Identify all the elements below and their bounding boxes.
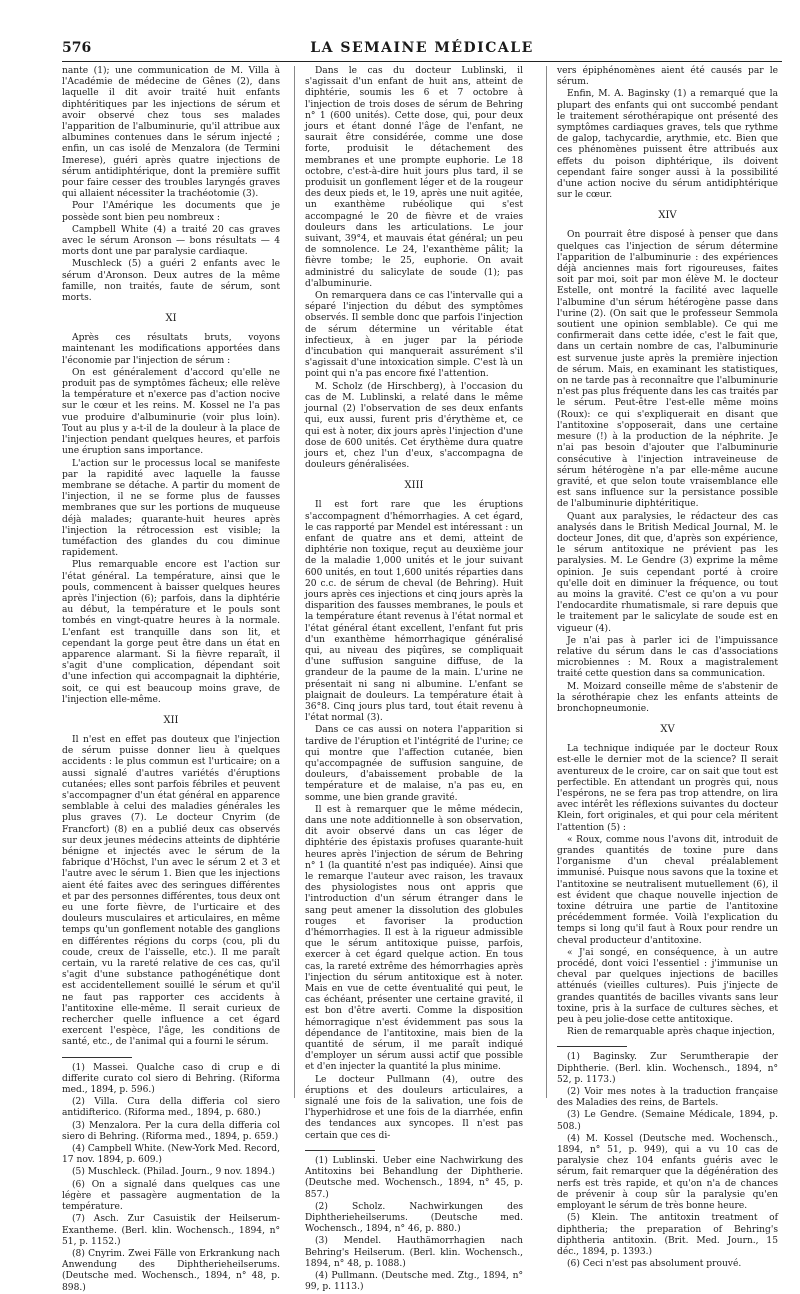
- paragraph: Dans ce cas aussi on notera l'apparition si tardive de l'éruption et l'intégrité de l'urine; ce qui montre que l'affection cutanée, bien qu'accompagnée de suffusion sanguine, de douleurs, d'abaissement probable de la température et de malaise, n'a pas eu, en somme, une bien grande gravité.: [305, 725, 523, 803]
- footnote: (4) Campbell White. (New-York Med. Record, 17 nov. 1894, p. 609.): [62, 1144, 280, 1166]
- paragraph: On est généralement d'accord qu'elle ne produit pas de symptômes fâcheux; elle relève la température et n'exerce pas d'action nocive sur le cœur et les reins. M. Kossel ne l'a pas vue produire d'albuminurie (voir plus loin). Tout au plus y a-t-il de la douleur à la place de l'injection pendant quelques heures, et parfois une éruption sans importance.: [62, 367, 280, 457]
- footnote: (1) Baginsky. Zur Serumtherapie der Diphtherie. (Berl. klin. Wochensch., 1894, n° 52, p. 1173.): [557, 1052, 778, 1085]
- paragraph: Dans le cas du docteur Lublinski, il s'agissait d'un enfant de huit ans, atteint de diphtérie, soumis les 6 et 7 octobre à l'injection de trois doses de sérum de Behring n° 1 (600 unités). Cette dose, qui, pour deux jours et étant donné l'âge de l'enfant, ne saurait être considérée, comme une dose forte, produisit le détachement des membranes et une prompte euphorie. Le 18 octobre, c'est-à-dire huit jours plus tard, il se produisit un gonflement léger et de la rougeur des deux pieds et, le 19, après une nuit agitée, un exanthème rubéolique qui s'est accompagné le 20 de fièvre et de vraies douleurs dans les articulations. Le jour suivant, 39°4, et mauvais état général; un peu de somnolence. Le 24, l'exanthème pâlit; la fièvre tombe; le 25, euphorie. On avait administré du salicylate de soude (1); pas d'albuminurie.: [305, 66, 523, 289]
- footnote: (1) Massei. Qualche caso di crup e di differite curato col siero di Behring. (Riforma med., 1894, p. 596.): [62, 1062, 280, 1096]
- column-3: [557, 66, 778, 1270]
- paragraph: Il est à remarquer que le même médecin, dans une note additionnelle à son observation, dit avoir observé dans un cas léger de diphtérie des épistaxis profuses quarante-huit heures après l'injection de sérum de Behring n° 1 (la quantité n'est pas indiquée). Ainsi que le remarque l'auteur avec raison, les travaux des physiologistes nous ont appris que l'introduction d'un sérum étranger dans le sang peut amener la dissolution des globules rouges et favoriser la production d'hémorrhagies. Il est à la rigueur admissible que le sérum antitoxique puisse, parfois, exercer à cet égard quelque action. En tous cas, la rareté extrême des hémorrhagies après l'injection du sérum antitoxique est à noter. Mais en vue de cette éventualité qui peut, le cas échéant, présenter une certaine gravité, il est bon d'être averti. Comme la disposition hémorragique n'est évidemment pas sous la dépendance de l'antitoxine, mais bien de la quantité de sérum, il me paraît indiqué d'employer un sérum aussi actif que possible et d'en injecter la quantité la plus minime.: [305, 804, 523, 1073]
- paragraph: On remarquera dans ce cas l'intervalle qui a séparé l'injection du début des symptômes observés. Il semble donc que parfois l'injection de sérum détermine un véritable état infectieux, à en juger par la période d'incubation qui manquerait assurément s'il s'agissait d'une intoxication simple. C'est là un point qui n'a pas encore fixé l'attention.: [305, 291, 523, 380]
- paragraph: M. Scholz (de Hirschberg), à l'occasion du cas de M. Lublinski, a relaté dans le même journal (2) l'observation de ses deux enfants qui, eux aussi, furent pris d'érythème et, ce qui est à noter, dix jours après l'injection d'une dose de 600 unités. Cet érythème dura quatre jours et, chez l'un d'eux, s'accompagna de douleurs généralisées.: [305, 381, 523, 471]
- section-heading: XI: [165, 313, 177, 325]
- paragraph: Je n'ai pas à parler ici de l'impuissance relative du sérum dans le cas d'associations microbiennes : M. Roux a magistralement traité cette question dans sa communication.: [557, 635, 778, 680]
- paragraph: M. Moizard conseille même de s'abstenir de la sérothérapie chez les enfants atteints de bronchopneumonie.: [557, 681, 778, 714]
- section-heading: XV: [660, 724, 675, 736]
- paragraph: « J'ai songé, en conséquence, à un autre procédé, dont voici l'essentiel : j'immunise un cheval par quelques injections de bacilles atténués (vieilles cultures). Puis j'injecte de grandes quantités de bacilles vivants sans leur toxine, pris à la surface de cultures sèches, et peu à peu jolie-dose cette antitoxique.: [557, 947, 778, 1026]
- paragraph: La technique indiquée par le docteur Roux est-elle le dernier mot de la science? Il serait aventureux de le croire, car on sait que tout est perfectible. En attendant un progrès qui, nous l'espérons, ne se fera pas trop attendre, on lira avec intérêt les réflexions suivantes du docteur Klein, fort originales, et qui pour cela méritent l'attention (5) :: [557, 744, 778, 833]
- paragraph: « Roux, comme nous l'avons dit, introduit de grandes quantités de toxine pure dans l'organisme d'un cheval préalablement immunisé. Puisque nous savons que la toxine et l'antitoxine se neutralisent mutuellement (6), il est évident que chaque nouvelle injection de toxine détruira une partie de l'antitoxine précédemment formée. Voilà l'explication du temps si long qu'il faut à Roux pour rendre un cheval producteur d'antitoxine.: [557, 834, 778, 946]
- section-heading: XIV: [658, 210, 677, 222]
- paragraph: Campbell White (4) a traité 20 cas graves avec le sérum Aronson — bons résultats — 4 morts dont une par paralysie cardiaque.: [62, 224, 280, 258]
- paragraph: L'action sur le processus local se manifeste par la rapidité avec laquelle la fausse membrane se détache. A partir du moment de l'injection, il ne se forme plus de fausses membranes que sur les portions de muqueuse déjà malades; quarante-huit heures après l'injection la rétrocession est visible; la tuméfaction des glandes du cou diminue rapidement.: [62, 458, 280, 559]
- footnote: (6) Ceci n'est pas absolument prouvé.: [567, 1259, 742, 1270]
- paragraph: On pourrait être disposé à penser que dans quelques cas l'injection de sérum détermine l'apparition de l'albuminurie : des expériences déjà anciennes mais fort rigoureuses, faites soit par moi, soit par mon élève M. le docteur Estelle, ont montré la facilité avec laquelle l'albumine d'un sérum hétérogène passe dans l'urine (2). (On sait que le professeur Semmola soutient une opinion semblable). Ce qui me confirmerait dans cette idée, c'est le fait que, dans un certain nombre de cas, l'albuminurie est survenue juste après la première injection de sérum. Mais, en examinant les statistiques, on ne tarde pas à reconnaître que l'albuminurie n'est pas plus fréquente dans les cas traités par le sérum. Peut-être l'est-elle même moins (Roux): ce qui s'expliquerait en disant que l'antitoxine s'opposerait, dans une certaine mesure (!) à la production de la néphrite. Je n'ai pas besoin d'ajouter que l'albuminurie consécutive à l'injection intraveineuse de sérum hétérogène n'a par elle-même aucune gravité, et que selon toute vraisemblance elle est sans influence sur la persistance possible de l'albuminurie diphtéritique.: [557, 230, 778, 510]
- page-number: 576: [62, 40, 92, 56]
- footnote: (4) M. Kossel (Deutsche med. Wochensch., 1894, n° 51, p. 949), qui a vu 10 cas de paralysie chez 104 enfants guéris avec le sérum, fait remarquer que la dégénération des nerfs est très rapide, et qu'on n'a de chances de prévenir à coup sûr la paralysie qu'en employant le sérum de très bonne heure.: [557, 1133, 778, 1212]
- column-1: [62, 66, 280, 1293]
- paragraph: Le docteur Pullmann (4), outre des éruptions et des douleurs articulaires, a signalé une fois de la salivation, une fois de l'hyperhidrose et une fois de la diarrhée, enfin des tendances aux syncopes. Il n'est pas certain que ces di-: [305, 1074, 523, 1141]
- paragraph: Pour l'Amérique les documents que je possède sont bien peu nombreux :: [62, 201, 280, 223]
- column-2: [305, 66, 523, 1293]
- footnote: (5) Muschleck. (Philad. Journ., 9 nov. 1894.): [72, 1167, 275, 1178]
- footnote: (7) Asch. Zur Casuistik der Heilserum-Exantheme. (Berl. klin. Wochensch., 1894, n° 51, p. 1152.): [62, 1214, 280, 1247]
- page-header: [62, 40, 782, 58]
- paragraph: Enfin, M. A. Baginsky (1) a remarqué que la plupart des enfants qui ont succombé pendant le traitement sérothérapique ont présenté des symptômes cardiaques graves, tels que rythme de galop, tachycardie, arythmie, etc. Bien que ces phénomènes puissent être attribués aux effets du poison diphtérique, ils doivent cependant faire songer aussi à la possibilité d'une action nocive du sérum antidiphtérique sur le cœur.: [557, 89, 778, 201]
- footnote: (2) Voir mes notes à la traduction française des Maladies des reins, de Bartels.: [557, 1087, 778, 1109]
- footnote: (1) Lublinski. Ueber eine Nachwirkung des Antitoxins bei Behandlung der Diphtherie. (Deutsche med. Wochensch., 1894, n° 45, p. 857.): [305, 1155, 523, 1200]
- footnote-rule: [557, 1046, 627, 1047]
- paragraph: nante (1); une communication de M. Villa à l'Académie de médecine de Gênes (2), dans laquelle il dit avoir traité huit enfants diphtéritiques par les injections de sérum et avoir observé chez tous ses malades l'apparition de l'albuminurie, qu'il attribue aux albumines contenues dans le sérum injecté ; enfin, un cas isolé de Menzalora (de Termini Imerese), guéri après quatre injections de sérum antidiphtérique, dont la première suffit pour faire cesser des troubles laryngés graves qui allaient nécessiter la trachéotomie (3).: [62, 66, 280, 200]
- footnote: (3) Menzalora. Per la cura della differia col siero di Behring. (Riforma med., 1894, p. 659.): [62, 1120, 280, 1142]
- footnote: (8) Cnyrim. Zwei Fälle von Erkrankung nach Anwendung des Diphtherieheilserums. (Deutsche med. Wochensch., 1894, n° 48, p. 898.): [62, 1248, 280, 1293]
- footnote: (4) Pullmann. (Deutsche med. Ztg., 1894, n° 99, p. 1113.): [305, 1270, 523, 1293]
- footnote: (3) Le Gendre. (Semaine Médicale, 1894, p. 508.): [557, 1110, 778, 1132]
- paragraph: Il n'est en effet pas douteux que l'injection de sérum puisse donner lieu à quelques accidents : le plus commun est l'urticaire; on a aussi signalé d'autres variétés d'éruptions cutanées; elles sont parfois fébriles et peuvent s'accompagner d'un état général en apparence semblable à celui des maladies générales les plus graves (7). Le docteur Cnyrim (de Francfort) (8) en a publié deux cas observés sur deux jeunes médecins atteints de diphtérie bénigne et injectés avec le sérum de la fabrique d'Höchst, l'un avec le sérum 2 et 3 et l'autre avec le sérum 1. Bien que les injections aient été faites avec des seringues différentes et par des personnes différentes, tous deux ont eu une forte fièvre, de l'urticaire et des douleurs musculaires et articulaires, en même temps qu'un gonflement notable des ganglions en différentes régions du corps (cou, pli du coude, creux de l'aisselle, etc.). Il me paraît certain, vu la rareté relative de ces cas, qu'il s'agit d'une substance pathogénétique dont est accidentellement souillé le sérum et qu'il ne faut pas rapporter ces accidents à l'antitoxine elle-même. Il serait curieux de rechercher quelle influence a cet égard exercent l'espèce, l'âge, les conditions de santé, etc., de l'animal qui a fourni le sérum.: [62, 734, 280, 1048]
- column-divider: [294, 66, 295, 1098]
- paragraph: Quant aux paralysies, le rédacteur des cas analysés dans le British Medical Journal, M. le docteur Jones, dit que, d'après son expérience, le sérum antitoxique ne prévient pas les paralysies. M. Le Gendre (3) exprime la même opinion. Je suis cependant porté à croire qu'elle doit en diminuer la fréquence, ou tout au moins la gravité. C'est ce qu'on a vu pour l'endocardite rhumatismale, si rare depuis que le traitement par le salicylate de soude est en vigueur (4).: [557, 511, 778, 634]
- footnote: (2) Villa. Cura della differia col siero antidifterico. (Riforma med., 1894, p. 680.): [62, 1097, 280, 1119]
- footnote-rule: [305, 1150, 375, 1151]
- paragraph: Plus remarquable encore est l'action sur l'état général. La température, ainsi que le pouls, commencent à baisser quelques heures après l'injection (6); parfois, dans la diphtérie au début, la température et le pouls sont tombés en vingt-quatre heures à la normale. L'enfant est tranquille dans son lit, et cependant la gorge peut être dans un état en apparence alarmant. Si la fièvre reparaît, il s'agit d'une complication, dépendant soit d'une infection qui accompagnait la diphtérie, soit, ce qui est beaucoup moins grave, de l'injection elle-même.: [62, 560, 280, 705]
- paragraph: vers épiphénomènes aient été causés par le sérum.: [557, 66, 778, 88]
- header-rule: [62, 61, 782, 62]
- column-divider: [546, 66, 547, 1098]
- footnote: (5) Klein. The antitoxin treatment of diphtheria; the preparation of Behring's diphtheria antitoxin. (Brit. Med. Journ., 15 déc., 1894, p. 1393.): [557, 1213, 778, 1257]
- section-heading: XIII: [404, 480, 424, 492]
- paragraph: Muschleck (5) a guéri 2 enfants avec le sérum d'Aronson. Deux autres de la même famille, non traités, faute de sérum, sont morts.: [62, 259, 280, 304]
- footnote-rule: [62, 1057, 132, 1058]
- paragraph: Il est fort rare que les éruptions s'accompagnent d'hémorrhagies. A cet égard, le cas rapporté par Mendel est intéressant : un enfant de quatre ans et demi, atteint de diphtérie non toxique, reçut au deuxième jour de la maladie 1,000 unités et le jour suivant 600 unités, en tout 1,600 unités réparties dans 20 c.c. de sérum de cheval (de Behring). Huit jours après ces injections et cinq jours après la disparition des fausses membranes, le pouls et la température étant revenus à l'état normal et l'état général étant excellent, l'enfant fut pris d'un exanthème hémorrhagique généralisé qui, au niveau des piqûres, se compliquait d'une suffusion sanguine diffuse, de la grandeur de la paume de la main. L'urine ne présentait ni sang ni albumine. L'enfant se plaignait de douleurs. La température était à 36°8. Cinq jours plus tard, tout était revenu à l'état normal (3).: [305, 500, 523, 724]
- paragraph: Après ces résultats bruts, voyons maintenant les modifications apportées dans l'économie par l'injection de sérum :: [62, 333, 280, 366]
- footnote: (3) Mendel. Hauthämorrhagien nach Behring's Heilserum. (Berl. klin. Wochensch., 1894, n° 48, p. 1088.): [305, 1236, 523, 1269]
- footnote: (2) Scholz. Nachwirkungen des Diphtherieheilserums. (Deutsche med. Wochensch., 1894, n° 46, p. 880.): [305, 1201, 523, 1235]
- paragraph: Rien de remarquable après chaque injection,: [567, 1027, 775, 1038]
- section-heading: XII: [163, 714, 179, 726]
- running-title: LA SEMAINE MÉDICALE: [310, 40, 534, 56]
- footnote: (6) On a signalé dans quelques cas une légère et passagère augmentation de la température.: [62, 1179, 280, 1213]
